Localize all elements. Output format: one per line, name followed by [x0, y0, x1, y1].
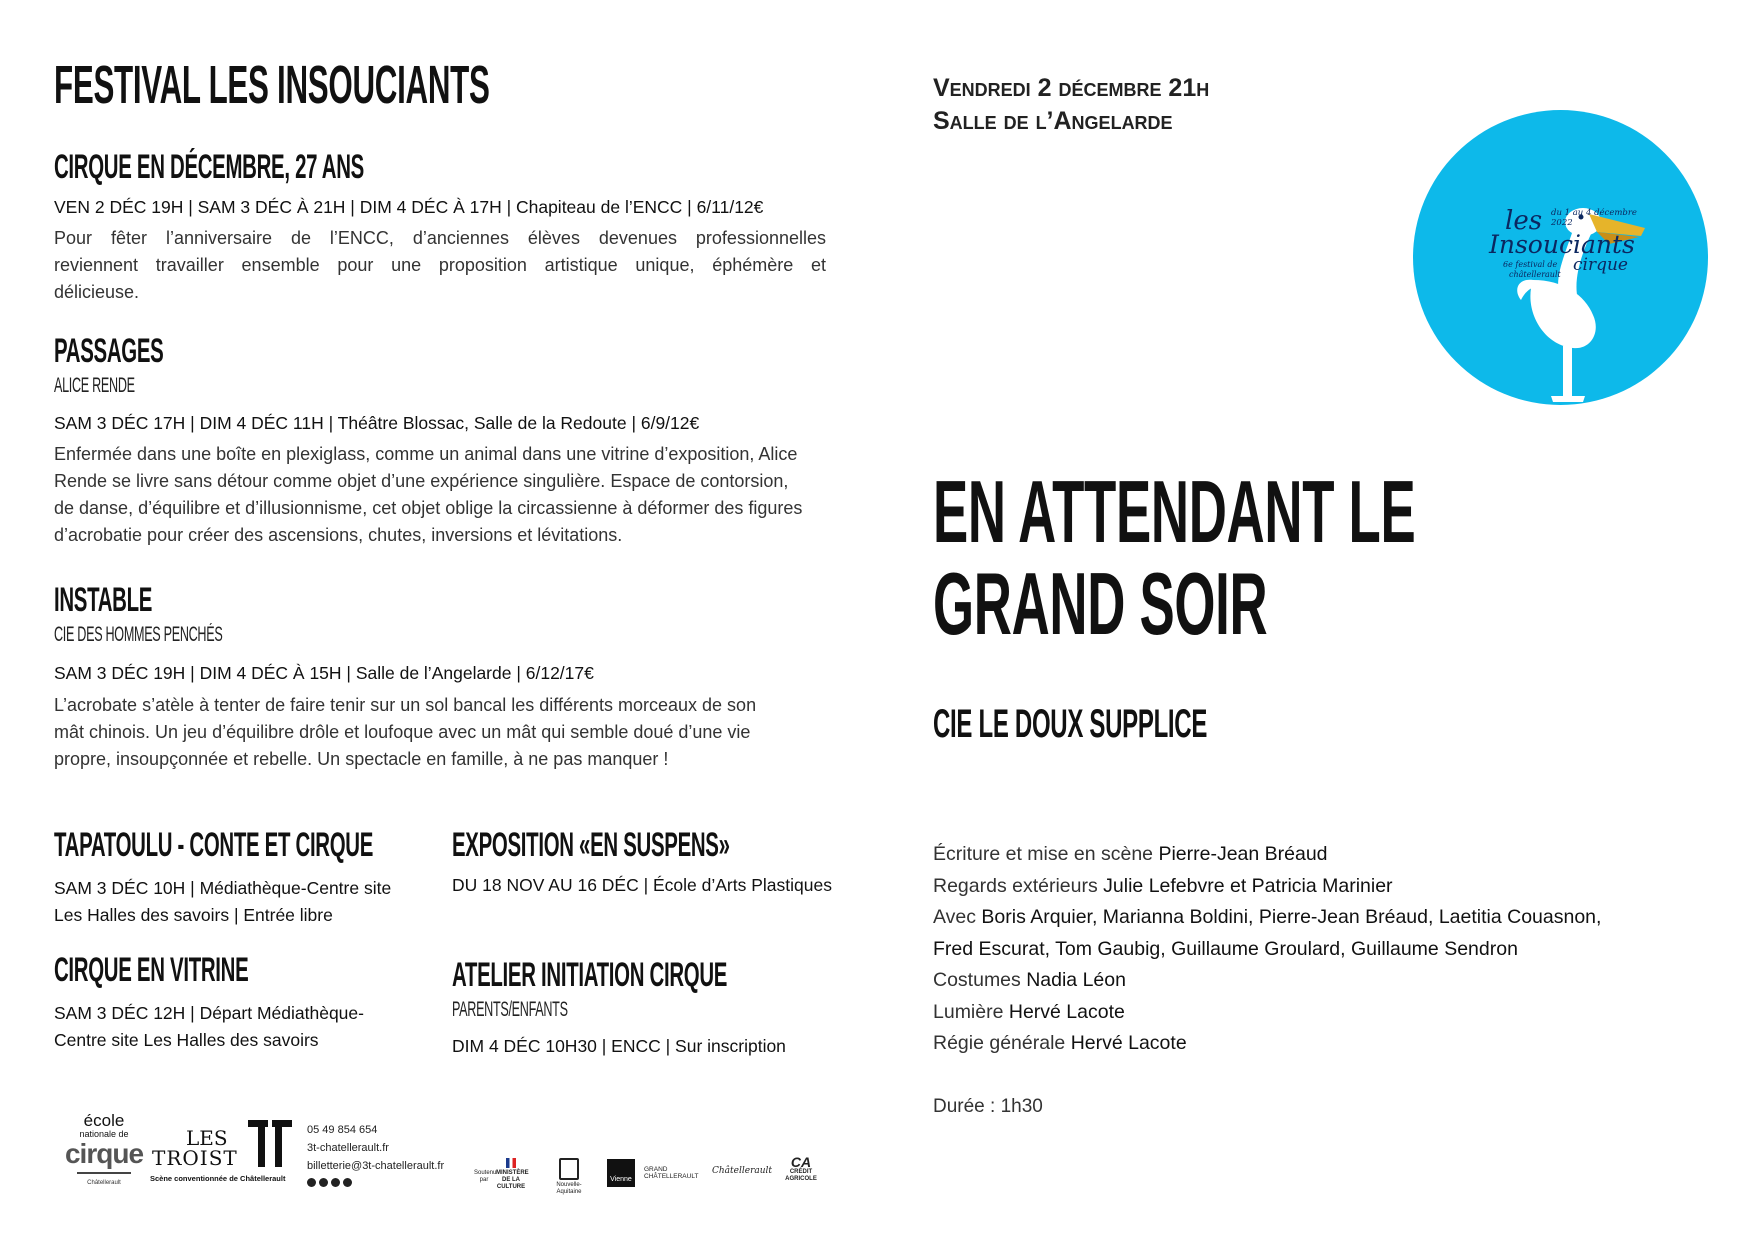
- credit-line-regie: [933, 1028, 1601, 1060]
- partner-label: Nouvelle-Aquitaine: [556, 1182, 582, 1195]
- troist-logo: [150, 1118, 300, 1188]
- twitter-icon[interactable]: [319, 1178, 328, 1187]
- encc-logo-city: Châtellerault: [87, 1180, 121, 1186]
- logo-text-cirque: cirque: [1573, 255, 1628, 275]
- social-icons: [307, 1178, 444, 1187]
- partner-label: MINISTÈRE DE LA CULTURE: [496, 1170, 529, 1190]
- description-line: propre, insoupçonnée et rebelle. Un spectacle en famille, à ne pas manquer !: [54, 749, 669, 769]
- contact-block: [307, 1121, 444, 1187]
- description-line: mât chinois. Un jeu d’équilibre drôle et loufoque avec un mât qui semble doué d’une vie: [54, 722, 751, 742]
- show-title: EN ATTENDANT LE GRAND SOIR: [933, 462, 1416, 653]
- section-description-instable: [54, 692, 844, 773]
- encc-logo-divider: [77, 1172, 131, 1174]
- event-meta-line: Centre site Les Halles des savoirs: [54, 1030, 319, 1050]
- description-line: Rende se livre sans détour comme objet d’une expérience singulière. Espace de contorsion,: [54, 471, 789, 491]
- section-meta-passages: SAM 3 DÉC 17H | DIM 4 DÉC 11H | Théâtre Blossac, Salle de la Redoute | 6/9/12€: [54, 413, 700, 433]
- description-line: d’acrobatie pour créer des ascensions, chutes, inversions et lévitations.: [54, 525, 623, 545]
- event-title-cirque-en-vitrine: CIRQUE EN VITRINE: [54, 951, 249, 989]
- festival-logo: [1413, 110, 1708, 405]
- credit-names: Hervé Lacote: [1070, 1032, 1187, 1054]
- youtube-icon[interactable]: [331, 1178, 340, 1187]
- credit-line-avec: [933, 902, 1601, 934]
- credit-role: Avec: [933, 906, 976, 928]
- region-shield-icon: [559, 1158, 579, 1180]
- logo-text-edition: 6e festival de: [1503, 260, 1558, 269]
- credit-line-lumiere: [933, 997, 1601, 1029]
- credit-line-regards: [933, 871, 1601, 903]
- french-flag-icon: [506, 1158, 516, 1168]
- credit-names: Fred Escurat, Tom Gaubig, Guillaume Groulard, Guillaume Sendron: [933, 937, 1518, 960]
- logo-text-dates: du 1 au 4 décembre 2022: [1551, 208, 1637, 228]
- event-meta-cirque-en-vitrine: [54, 1000, 364, 1054]
- credit-line-costumes: [933, 965, 1601, 997]
- event-meta-line: Les Halles des savoirs | Entrée libre: [54, 905, 333, 925]
- partner-grand-chatellerault: GRAND CHÂTELLERAULT: [644, 1166, 699, 1180]
- partner-label: CRÉDIT AGRICOLE: [785, 1169, 817, 1182]
- troist-logo-subtitle: Scène conventionnée de Châtellerault: [150, 1174, 286, 1183]
- description-line: délicieuse.: [54, 282, 140, 302]
- show-company: CIE LE DOUX SUPPLICE: [933, 702, 1208, 746]
- troist-logo-les: LES: [186, 1126, 228, 1150]
- contact-website[interactable]: 3t-chatellerault.fr: [307, 1142, 389, 1154]
- festival-title: FESTIVAL LES INSOUCIANTS: [54, 55, 490, 115]
- description-line: L’acrobate s’atèle à tenter de faire tenir sur un sol bancal les différents morceaux de son: [54, 695, 757, 715]
- event-subtitle-atelier: PARENTS/ENFANTS: [452, 998, 568, 1021]
- credit-role: Écriture et mise en scène: [933, 843, 1154, 865]
- credit-line-avec-continued: [933, 934, 1601, 966]
- section-meta-instable: SAM 3 DÉC 19H | DIM 4 DÉC À 15H | Salle de l’Angelarde | 6/12/17€: [54, 663, 594, 683]
- description-line: de danse, d’équilibre et d’illusionnisme, cet objet oblige la circassienne à déformer des figures: [54, 498, 803, 518]
- section-subtitle-passages: ALICE RENDE: [54, 374, 135, 397]
- logo-text-insouciants: Insouciants: [1489, 230, 1635, 259]
- event-meta-atelier: DIM 4 DÉC 10H30 | ENCC | Sur inscription: [452, 1036, 786, 1056]
- encc-logo-nationale: nationale de: [79, 1129, 129, 1139]
- show-credits: [933, 839, 1601, 1060]
- credit-names: Boris Arquier, Marianna Boldini, Pierre-Jean Bréaud, Laetitia Couasnon,: [981, 906, 1602, 928]
- section-meta-cirque-decembre: VEN 2 DÉC 19H | SAM 3 DÉC À 21H | DIM 4 DÉC À 17H | Chapiteau de l’ENCC | 6/11/12€: [54, 197, 764, 217]
- event-meta-line: SAM 3 DÉC 10H | Médiathèque-Centre site: [54, 878, 392, 898]
- event-meta-exposition: DU 18 NOV AU 16 DÉC | École d’Arts Plastiques: [452, 875, 832, 895]
- section-description-passages: [54, 441, 844, 549]
- event-title-tapatoulu: TAPATOULU - CONTE ET CIRQUE: [54, 826, 374, 864]
- section-description-cirque-decembre: [54, 225, 826, 306]
- credit-names: Julie Lefebvre et Patricia Marinier: [1103, 874, 1393, 897]
- partner-vienne: Vienne: [607, 1159, 635, 1187]
- logo-text-les: les: [1505, 206, 1543, 236]
- credit-role: Lumière: [933, 1000, 1004, 1023]
- credit-role: Régie générale: [933, 1032, 1066, 1054]
- event-meta-tapatoulu: [54, 875, 391, 929]
- contact-email[interactable]: billetterie@3t-chatellerault.fr: [307, 1160, 445, 1172]
- event-title-atelier: ATELIER INITIATION CIRQUE: [452, 956, 728, 994]
- event-meta-line: SAM 3 DÉC 12H | Départ Médiathèque-: [54, 1003, 364, 1023]
- description-line: Pour fêter l’anniversaire de l’ENCC, d’anciennes élèves devenues professionnelles: [54, 228, 826, 248]
- show-venue: Salle de l’Angelarde: [933, 107, 1173, 135]
- encc-logo-ecole: école: [83, 1111, 125, 1130]
- partner-ville-chatellerault: Châtellerault: [712, 1166, 773, 1176]
- credit-agricole-mark-icon: CA: [790, 1154, 812, 1170]
- section-title-passages: PASSAGES: [54, 332, 164, 370]
- credit-names: Hervé Lacote: [1008, 1000, 1125, 1023]
- section-title-cirque-decembre: CIRQUE EN DÉCEMBRE, 27 ANS: [54, 148, 364, 186]
- show-duration: Durée : 1h30: [933, 1096, 1043, 1117]
- credit-names: Pierre-Jean Bréaud: [1158, 843, 1328, 865]
- partner-nouvelle-aquitaine: [546, 1158, 592, 1196]
- facebook-icon[interactable]: [307, 1178, 316, 1187]
- description-line: reviennent travailler ensemble pour une proposition artistique unique, éphémère et: [54, 255, 826, 275]
- section-subtitle-instable: CIE DES HOMMES PENCHÉS: [54, 623, 223, 646]
- event-title-exposition: EXPOSITION «EN SUSPENS»: [452, 826, 730, 864]
- show-date: Vendredi 2 décembre 21h: [933, 74, 1210, 102]
- credit-line-ecriture: [933, 839, 1601, 871]
- contact-phone: 05 49 854 654: [307, 1124, 378, 1136]
- troist-logo-mark-icon: [246, 1118, 294, 1170]
- credit-names: Nadia Léon: [1026, 969, 1126, 991]
- partner-ministere-culture: [496, 1158, 529, 1191]
- section-title-instable: INSTABLE: [54, 581, 153, 619]
- description-line: Enfermée dans une boîte en plexiglass, comme un animal dans une vitrine d’exposition, Alice: [54, 444, 798, 464]
- encc-logo-cirque: cirque: [64, 1138, 144, 1169]
- troist-logo-name: TROIST: [152, 1146, 238, 1170]
- encc-logo: [64, 1112, 144, 1188]
- logo-text-city: châtellerault: [1509, 270, 1561, 279]
- credit-role: Regards extérieurs: [933, 874, 1098, 897]
- partner-credit-agricole: [783, 1155, 819, 1183]
- credit-role: Costumes: [933, 969, 1021, 991]
- partner-soutenu-par: Soutenu par: [474, 1170, 497, 1183]
- instagram-icon[interactable]: [343, 1178, 352, 1187]
